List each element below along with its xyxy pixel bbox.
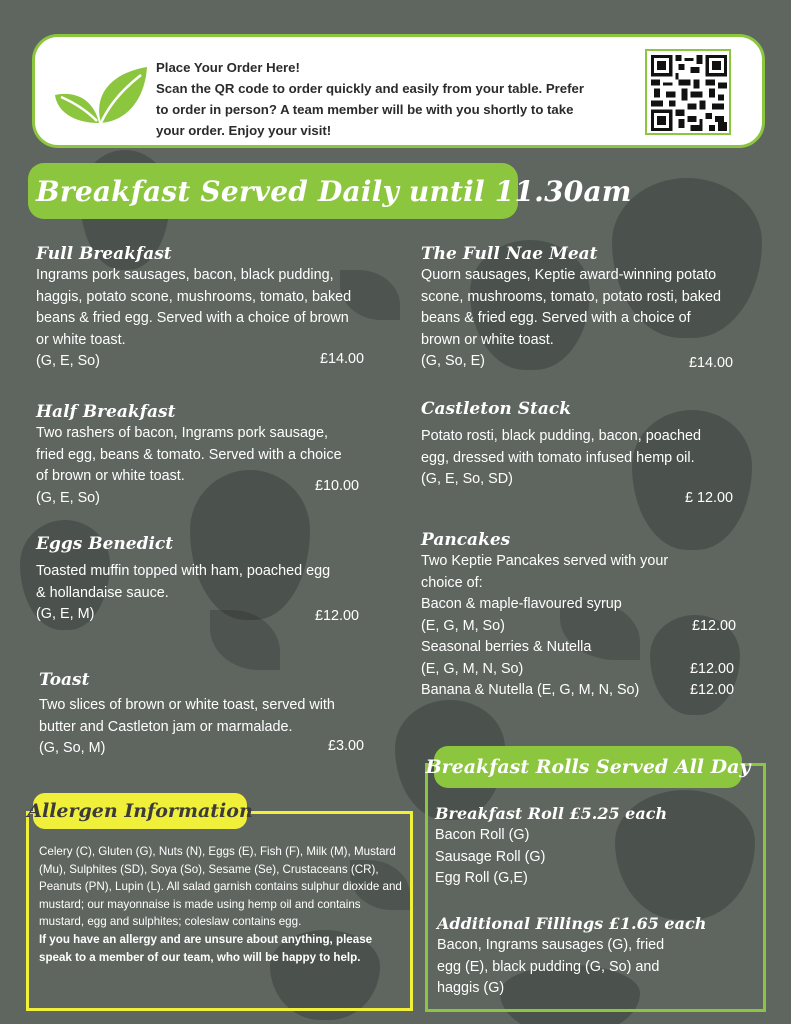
fillings-list: Bacon, Ingrams sausages (G), fried egg (E), black pudding (G, So) and haggis (G) xyxy=(437,937,665,996)
item-allergens: (E, G, M, N, So) xyxy=(421,660,524,677)
item-description: Two Keptie Pancakes served with your choice of: Bacon & maple-flavoured syrup (E, G, M, So) £12.00 Seasonal berries & Nutella (E, G, M, N, So) £12.00 Banana & Nutella (E, G, M, N, So) £12.00 xyxy=(421,551,751,702)
pancake-option-1: Bacon & maple-flavoured syrup xyxy=(421,596,622,612)
fillings-heading: Additional Fillings £1.65 each xyxy=(437,914,707,933)
item-price: £14.00 xyxy=(689,355,734,371)
menu-item-toast xyxy=(39,669,379,760)
item-name: Castleton Stack xyxy=(421,399,571,419)
item-price: £12.00 xyxy=(690,682,735,698)
item-description: Two slices of brown or white toast, served with butter and Castleton jam or marmalade. (G, So, M) £3.00 xyxy=(39,697,365,756)
list-item: Sausage Roll (G) xyxy=(435,848,546,865)
order-instructions: Place Your Order Here! Scan the QR code to order quickly and easily from your table. Prefer to order in person? A team member will be with you shortly to take your order. Enjoy your visit! xyxy=(156,57,626,141)
page-title: Breakfast Served Daily until 11.30am xyxy=(36,174,632,208)
item-description: Ingrams pork sausages, bacon, black pudding, haggis, potato scone, mushrooms, tomato, baked beans & fried egg. Served with a choice of brown or white toast. (G, E, So) £14.00 xyxy=(36,267,365,369)
item-price: £ 12.00 xyxy=(685,490,734,506)
item-allergens: (G, E, So) xyxy=(36,353,100,369)
roll-list xyxy=(435,825,755,890)
item-price: £3.00 xyxy=(328,738,365,754)
allergen-list: Celery (C), Gluten (G), Nuts (N), Eggs (E), Fish (F), Milk (M), Mustard (Mu), Sulphites (SD), Soya (So), Sesame (Se), Crustaceans (CR), Peanuts (PN), Lupin (L). All salad garnish contains sulphur dioxide and mustard; our mayonnaise is made using hemp oil and contains mustard, egg and sulphites; coleslaw contains egg. xyxy=(39,845,402,929)
item-description: Toasted muffin topped with ham, poached egg & hollandaise sauce. (G, E, M) £12.00 xyxy=(36,561,376,626)
additional-fillings-section xyxy=(437,913,757,1000)
allergen-warning: If you have an allergy and are unsure about anything, please speak to a member of our team, who will be happy to help. xyxy=(39,932,373,964)
menu-item-castleton-stack xyxy=(421,398,751,506)
menu-item-full-breakfast xyxy=(36,243,376,373)
item-allergens: (G, So, E) xyxy=(421,353,485,369)
order-info-box xyxy=(32,34,765,148)
item-name: Half Breakfast xyxy=(36,402,176,422)
list-item: Egg Roll (G,E) xyxy=(435,870,528,886)
item-allergens: (G, E, So, SD) xyxy=(421,471,513,487)
rolls-title: Breakfast Rolls Served All Day xyxy=(425,756,751,778)
item-allergens: (G, E, M) xyxy=(36,606,95,622)
item-allergens: (E, G, M, So) xyxy=(421,617,505,634)
item-name: The Full Nae Meat xyxy=(421,244,598,264)
item-price: £12.00 xyxy=(692,617,737,634)
menu-item-pancakes xyxy=(421,529,751,702)
rolls-title-badge xyxy=(425,746,751,788)
allergen-title-badge xyxy=(27,793,253,829)
item-description: Quorn sausages, Keptie award-winning potato scone, mushrooms, tomato, potato rosti, baked beans & fried egg. Served with a choice of brown or white toast. (G, So, E) £14.00 xyxy=(421,265,751,373)
allergen-title: Allergen Information xyxy=(27,800,253,822)
breakfast-roll-section xyxy=(435,803,755,890)
item-allergens: (G, So, M) xyxy=(39,740,106,756)
pancake-option-2: Seasonal berries & Nutella xyxy=(421,639,592,655)
allergen-text xyxy=(39,843,405,966)
qr-code-icon[interactable] xyxy=(645,49,731,135)
item-name: Full Breakfast xyxy=(36,244,172,264)
item-name: Toast xyxy=(39,670,90,690)
list-item: Bacon Roll (G) xyxy=(435,827,530,843)
menu-item-full-nae-meat xyxy=(421,243,751,373)
item-description: Potato rosti, black pudding, bacon, poached egg, dressed with tomato infused hemp oil. (G, E, So, SD) xyxy=(421,426,751,491)
menu-item-eggs-benedict xyxy=(36,533,376,626)
item-name: Pancakes xyxy=(421,530,511,550)
item-allergens: (G, E, So) xyxy=(36,489,100,506)
item-price: £12.00 xyxy=(690,660,735,677)
item-name: Eggs Benedict xyxy=(36,534,174,554)
pancake-option-3: Banana & Nutella (E, G, M, N, So) xyxy=(421,682,640,698)
item-price: £12.00 xyxy=(315,608,360,624)
menu-item-half-breakfast xyxy=(36,401,376,509)
item-price: £10.00 xyxy=(315,477,360,494)
order-heading: Place Your Order Here! xyxy=(156,60,300,75)
roll-heading: Breakfast Roll £5.25 each xyxy=(435,804,668,823)
leaf-icon xyxy=(53,65,149,125)
item-price: £14.00 xyxy=(320,351,365,367)
breakfast-banner xyxy=(28,163,632,219)
item-description: Two rashers of bacon, Ingrams pork sausage, fried egg, beans & tomato. Served with a choice of brown or white toast. (G, E, So) £10.00 xyxy=(36,425,360,506)
